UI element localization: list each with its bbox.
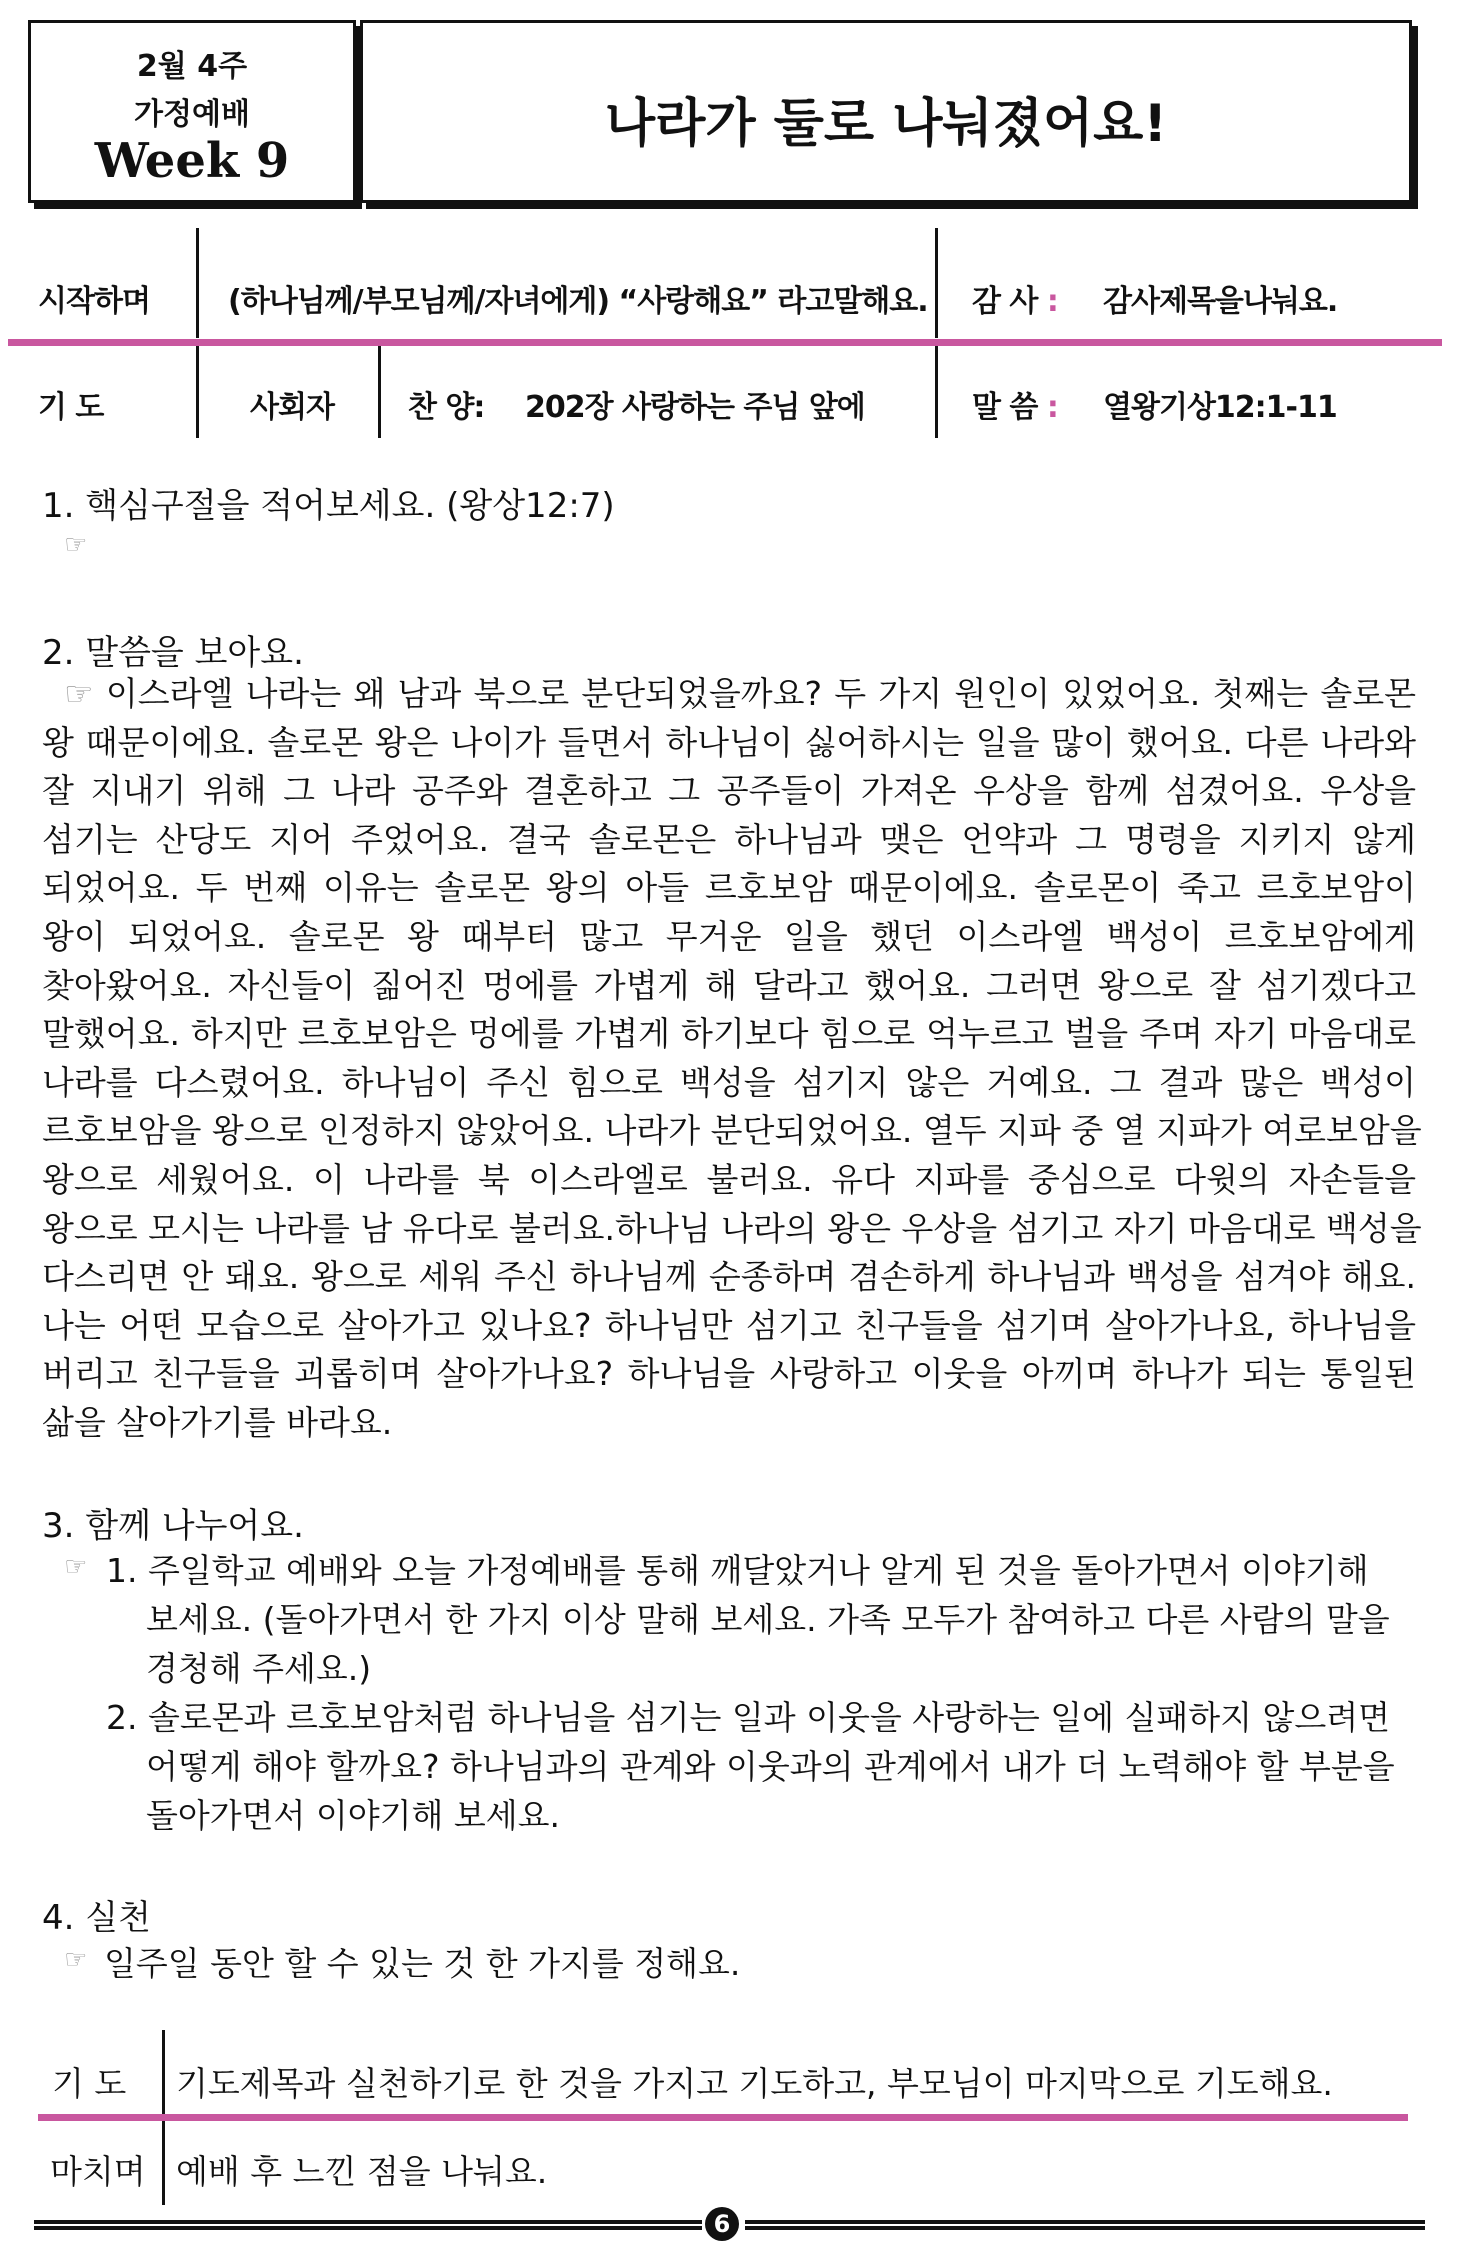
pointing-hand-icon: ☞ <box>64 530 88 560</box>
word-text: 열왕기상12:1-11 <box>1103 390 1337 425</box>
body-line: 나라를 다스렸어요. 하나님이 주신 힘으로 백성을 섬기지 않은 거예요. 그 결과 많은 백성이 <box>42 1062 1416 1102</box>
thanks-label-text: 감 사 <box>972 284 1038 319</box>
footer-rule <box>745 2220 1425 2230</box>
section4-title: 4. 실천 <box>42 1898 151 1938</box>
body-line: 잘 지내기 위해 그 나라 공주와 결혼하고 그 공주들이 가져온 우상을 함께 섬겼어요. 우상을 <box>42 771 1416 811</box>
week-date: 2월 4주 <box>136 49 248 84</box>
prayer-leader: 사회자 <box>250 390 334 425</box>
page-number: 6 <box>705 2207 739 2241</box>
body-line: 왕으로 세웠어요. 이 나라를 북 이스라엘로 불러요. 유다 지파를 중심으로 다윗의 자손들을 <box>42 1159 1416 1199</box>
divider <box>162 2030 165 2116</box>
body-line: 삶을 살아가기를 바라요. <box>42 1402 393 1442</box>
body-line: 찾아왔어요. 자신들이 짊어진 멍에를 가볍게 해 달라고 했어요. 그러면 왕으로 잘 섬기겠다고 <box>42 965 1416 1005</box>
body-line: 왕으로 모시는 나라를 남 유다로 불러요.하나님 나라의 왕은 우상을 섬기고 자기 마음대로 백성을 <box>42 1208 1422 1248</box>
body-line: ☞ 이스라엘 나라는 왜 남과 북으로 분단되었을까요? 두 가지 원인이 있었어요. 첫째는 솔로몬 <box>64 674 1416 713</box>
body-line: 말했어요. 하지만 르호보암은 멍에를 가볍게 하기보다 힘으로 억누르고 벌을 주며 자기 마음대로 <box>42 1014 1416 1054</box>
pointing-hand-icon: ☞ <box>64 1945 88 1975</box>
section2-body <box>42 670 1422 1448</box>
body-line: 되었어요. 두 번째 이유는 솔로몬 왕의 아들 르호보암 때문이에요. 솔로몬이 죽고 르호보암이 <box>42 868 1416 908</box>
closing-end-label: 마치며 <box>50 2152 146 2191</box>
closing-prayer-text: 기도제목과 실천하기로 한 것을 가지고 기도하고, 부모님이 마지막으로 기도해요. <box>176 2064 1333 2103</box>
title-box <box>360 20 1412 203</box>
closing-end-text: 예배 후 느낀 점을 나눠요. <box>176 2152 548 2191</box>
share-item-2-line: 어떻게 해야 할까요? 하나님과의 관계와 이웃과의 관계에서 내가 더 노력해야 할 부분을 <box>146 1747 1395 1786</box>
share-item-2-line: 돌아가면서 이야기해 보세요. <box>146 1796 561 1835</box>
hymn-text: 202장 사랑하는 주님 앞에 <box>525 390 865 425</box>
section1-title: 1. 핵심구절을 적어보세요. (왕상12:7) <box>42 486 615 526</box>
page-title: 나라가 둘로 나눠졌어요! <box>604 94 1168 154</box>
colon: : <box>1046 284 1058 319</box>
divider <box>196 346 199 438</box>
word-label <box>972 382 1058 426</box>
divider <box>935 346 938 438</box>
section2-title: 2. 말씀을 보아요. <box>42 633 304 673</box>
thanks-text: 감사제목을나눠요. <box>1103 284 1338 319</box>
share-item-1-line: 보세요. (돌아가면서 한 가지 이상 말해 보세요. 가족 모두가 참여하고 다른 사람의 말을 <box>146 1600 1390 1639</box>
week-number: Week 9 <box>94 133 290 189</box>
section3-title: 3. 함께 나누어요. <box>42 1506 304 1546</box>
week-subtitle: 가정예배 <box>134 97 250 132</box>
word-label-text: 말 씀 <box>972 390 1038 425</box>
body-line: 왕이 되었어요. 솔로몬 왕 때부터 많고 무거운 일을 했던 이스라엘 백성이 르호보암에게 <box>42 916 1416 956</box>
divider <box>196 228 199 338</box>
start-label: 시작하며 <box>38 284 150 319</box>
footer-rule <box>34 2220 702 2230</box>
pink-rule <box>38 2114 1408 2121</box>
week-box <box>28 20 356 203</box>
body-line: 버리고 친구들을 괴롭히며 살아가나요? 하나님을 사랑하고 이웃을 아끼며 하나가 되는 통일된 <box>42 1354 1416 1394</box>
pointing-hand-icon: ☞ <box>64 674 94 713</box>
body-line: 다스리면 안 돼요. 왕으로 세워 주신 하나님께 순종하며 겸손하게 하나님과 백성을 섬겨야 해요. <box>42 1257 1416 1297</box>
body-line: 나는 어떤 모습으로 살아가고 있나요? 하나님만 섬기고 친구들을 섬기며 살아가나요, 하나님을 <box>42 1305 1416 1345</box>
pink-rule <box>8 339 1442 346</box>
prayer-label: 기 도 <box>38 390 104 425</box>
body-line: 섬기는 산당도 지어 주었어요. 결국 솔로몬은 하나님과 맺은 언약과 그 명령을 지키지 않게 <box>42 819 1416 859</box>
share-item-1-line: 경청해 주세요.) <box>146 1649 372 1688</box>
pointing-hand-icon: ☞ <box>64 1552 88 1582</box>
body-line: 왕 때문이에요. 솔로몬 왕은 나이가 들면서 하나님이 싫어하시는 일을 많이 했어요. 다른 나라와 <box>42 722 1416 762</box>
practice-text: 일주일 동안 할 수 있는 것 한 가지를 정해요. <box>104 1944 741 1983</box>
divider <box>378 346 381 438</box>
divider <box>162 2121 165 2205</box>
colon: : <box>1046 390 1058 425</box>
share-item-2-line: 2. 솔로몬과 르호보암처럼 하나님을 섬기는 일과 이웃을 사랑하는 일에 실패하지 않으려면 <box>106 1698 1390 1737</box>
body-line: 르호보암을 왕으로 인정하지 않았어요. 나라가 분단되었어요. 열두 지파 중 열 지파가 여로보암을 <box>42 1111 1422 1151</box>
divider <box>935 228 938 338</box>
hymn-label: 찬 양: <box>408 390 485 425</box>
thanks-label <box>972 276 1058 320</box>
start-text: (하나님께/부모님께/자녀에게) “사랑해요” 라고말해요. <box>228 284 928 319</box>
closing-prayer-label: 기 도 <box>52 2064 127 2103</box>
share-item-1-line: 1. 주일학교 예배와 오늘 가정예배를 통해 깨달았거나 알게 된 것을 돌아가면서 이야기해 <box>106 1551 1369 1590</box>
